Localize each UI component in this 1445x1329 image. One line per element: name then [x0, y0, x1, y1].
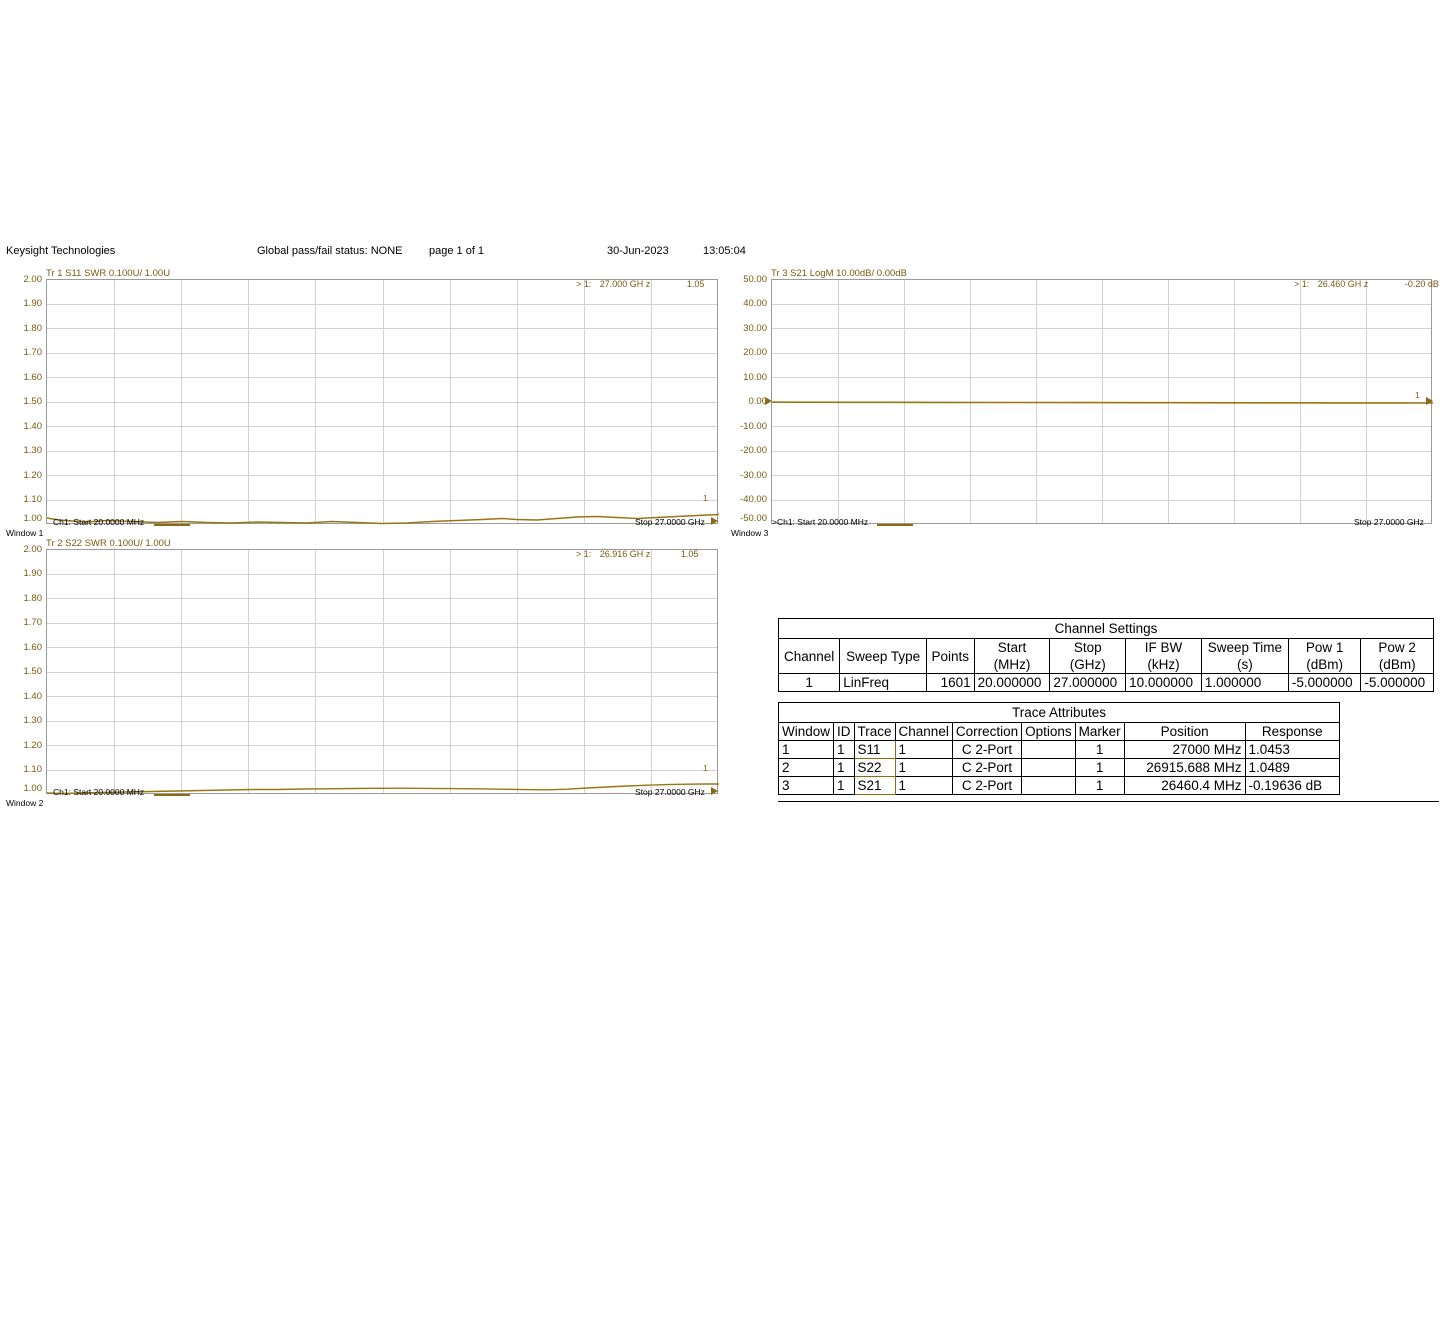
cell-window: 3: [779, 777, 834, 795]
trace-1-curve: [47, 280, 719, 525]
cell-correction: C 2-Port: [952, 759, 1021, 777]
cell-window: 2: [779, 759, 834, 777]
col-position: Position: [1124, 723, 1245, 741]
unit-pow1: (dBm): [1288, 656, 1361, 674]
cell-options: [1022, 741, 1076, 759]
cell-marker: 1: [1075, 741, 1124, 759]
plot-1-marker-arrow-icon: [711, 517, 718, 525]
trace-attributes-caption: Trace Attributes: [778, 702, 1340, 722]
cell-channel: 1: [779, 674, 840, 692]
cell-id: 1: [834, 741, 855, 759]
plot-3-ytick-minus50: -50.00: [740, 513, 767, 524]
plot-3-ytick-50: 50.00: [743, 274, 767, 285]
report-header: [6, 245, 1439, 263]
trace-2-title: Tr 2 S22 SWR 0.100U/ 1.00U: [46, 538, 171, 549]
cell-trace[interactable]: S22: [854, 759, 895, 777]
cell-trace[interactable]: S11: [854, 741, 895, 759]
col-response: Response: [1245, 723, 1339, 741]
plot-2-marker-label: > 1:: [576, 549, 592, 559]
col-marker: Marker: [1075, 723, 1124, 741]
col-points: Points: [926, 639, 974, 674]
plot-3-ytick-40: 40.00: [743, 298, 767, 309]
plot-1-sweep-indicator: [154, 524, 190, 526]
plot-3-marker-number: 1: [1415, 390, 1420, 400]
plot-1-ytick-1.40: 1.40: [23, 421, 42, 432]
cell-window: 1: [779, 741, 834, 759]
unit-stop: (GHz): [1050, 656, 1126, 674]
trace-3-curve: [772, 280, 1433, 525]
plot-2-ytick-1.00: 1.00: [23, 783, 42, 794]
plot-3-marker-readout: [1294, 279, 1439, 289]
plot-2-ytick-1.90: 1.90: [23, 568, 42, 579]
plot-2-ytick-1.80: 1.80: [23, 593, 42, 604]
cell-ifbw: 10.000000: [1126, 674, 1202, 692]
plot-2-marker-value: 1.05: [680, 549, 699, 559]
cell-id: 1: [834, 777, 855, 795]
plot-3-ytick-30: 30.00: [743, 323, 767, 334]
plot-2-ytick-1.10: 1.10: [23, 764, 42, 775]
col-trace: Trace: [854, 723, 895, 741]
plot-3-ytick-minus10: -10.00: [740, 421, 767, 432]
plot-1-marker-frequency: 27.000 GH z: [599, 279, 651, 289]
table-row: [779, 777, 1340, 795]
plot-3-ytick-minus40: -40.00: [740, 494, 767, 505]
table-row: [779, 674, 1434, 692]
plot-1-ytick-2.00: 2.00: [23, 274, 42, 285]
trace-2-curve: [47, 550, 719, 795]
plot-3-marker-arrow-icon: [1426, 397, 1433, 405]
window-2-label: Window 2: [6, 798, 44, 808]
cell-correction: C 2-Port: [952, 777, 1021, 795]
col-correction: Correction: [952, 723, 1021, 741]
window-1-label: Window 1: [6, 528, 44, 538]
plot-3-ytick-0: 0.00: [748, 396, 767, 407]
plot-3-marker-value: -0.20 dB: [1404, 279, 1439, 289]
cell-start: 20.000000: [974, 674, 1050, 692]
plot-1-marker-readout: [576, 279, 704, 289]
plot-2-channel-start: Ch1: Start 20.0000 MHz: [53, 787, 145, 797]
brand-label: Keysight Technologies: [6, 245, 116, 257]
plot-3-channel-start: >Ch1: Start 20.0000 MHz: [772, 517, 869, 527]
plot-3-ytick-minus20: -20.00: [740, 445, 767, 456]
cell-response: 1.0453: [1245, 741, 1339, 759]
table-row: [779, 759, 1340, 777]
plot-2-ytick-1.30: 1.30: [23, 715, 42, 726]
col-channel: Channel: [779, 639, 840, 674]
plot-1-grid: [46, 279, 718, 524]
plot-1-ytick-1.80: 1.80: [23, 323, 42, 334]
trace-attributes-header-row: [779, 723, 1340, 741]
col-channel: Channel: [895, 723, 952, 741]
plot-2-grid: [46, 549, 718, 794]
cell-points: 1601: [926, 674, 974, 692]
cell-channel: 1: [895, 759, 952, 777]
plot-2-sweep-indicator: [154, 794, 190, 796]
cell-pow1: -5.000000: [1288, 674, 1361, 692]
plot-2-ytick-1.70: 1.70: [23, 617, 42, 628]
table-bottom-rule: [778, 801, 1439, 802]
plot-1-ytick-1.90: 1.90: [23, 298, 42, 309]
col-options: Options: [1022, 723, 1076, 741]
plot-1-marker-label: > 1:: [576, 279, 592, 289]
cell-pow2: -5.000000: [1361, 674, 1434, 692]
cell-channel: 1: [895, 741, 952, 759]
window-1-plot: [6, 268, 718, 538]
plot-2-stop-label: Stop 27.0000 GHz: [635, 787, 705, 797]
plot-2-marker-number: 1: [703, 763, 708, 773]
plot-3-sweep-indicator: [877, 524, 913, 526]
plot-3-marker-label: > 1:: [1294, 279, 1310, 289]
cell-id: 1: [834, 759, 855, 777]
plot-2-marker-frequency: 26.916 GH z: [599, 549, 651, 559]
plot-2-ytick-1.20: 1.20: [23, 740, 42, 751]
plot-3-stop-label: Stop 27.0000 GHz: [1354, 517, 1424, 527]
global-pass-fail-status: Global pass/fail status: NONE: [257, 245, 403, 257]
channel-settings-header-row: [779, 639, 1434, 657]
cell-options: [1022, 759, 1076, 777]
plot-1-ytick-1.20: 1.20: [23, 470, 42, 481]
unit-ifbw: (kHz): [1126, 656, 1202, 674]
col-pow1: Pow 1: [1288, 639, 1361, 657]
cell-marker: 1: [1075, 777, 1124, 795]
cell-position: 26915.688 MHz: [1124, 759, 1245, 777]
plot-1-ytick-1.70: 1.70: [23, 347, 42, 358]
report-time: 13:05:04: [703, 245, 746, 257]
cell-channel: 1: [895, 777, 952, 795]
plot-1-ytick-1.10: 1.10: [23, 494, 42, 505]
page-number: page 1 of 1: [429, 245, 485, 257]
plot-1-ytick-1.00: 1.00: [23, 513, 42, 524]
col-window: Window: [779, 723, 834, 741]
cell-sweep-type: LinFreq: [840, 674, 927, 692]
col-pow2: Pow 2: [1361, 639, 1434, 657]
trace-attributes-table: [778, 702, 1340, 795]
channel-settings-caption: Channel Settings: [778, 618, 1434, 638]
plot-1-marker-number: 1: [703, 493, 708, 503]
plot-2-marker-readout: [576, 549, 698, 559]
plot-1-stop-label: Stop 27.0000 GHz: [635, 517, 705, 527]
plot-1-marker-value: 1.05: [686, 279, 705, 289]
plot-1-ytick-1.30: 1.30: [23, 445, 42, 456]
plot-2-ytick-2.00: 2.00: [23, 544, 42, 555]
plot-2-marker-arrow-icon: [711, 787, 718, 795]
cell-stop: 27.000000: [1050, 674, 1126, 692]
plot-2-ytick-1.60: 1.60: [23, 642, 42, 653]
col-start: Start: [974, 639, 1050, 657]
cell-trace[interactable]: S21: [854, 777, 895, 795]
plot-3-ytick-10: 10.00: [743, 372, 767, 383]
plot-3-ytick-20: 20.00: [743, 347, 767, 358]
col-sweep-type: Sweep Type: [840, 639, 927, 674]
trace-1-title: Tr 1 S11 SWR 0.100U/ 1.00U: [46, 268, 171, 279]
cell-response: -0.19636 dB: [1245, 777, 1339, 795]
plot-3-marker-frequency: 26.460 GH z: [1317, 279, 1369, 289]
col-sweep-time: Sweep Time: [1201, 639, 1288, 657]
plot-2-ytick-1.50: 1.50: [23, 666, 42, 677]
cell-position: 26460.4 MHz: [1124, 777, 1245, 795]
plot-3-ytick-minus30: -30.00: [740, 470, 767, 481]
cell-correction: C 2-Port: [952, 741, 1021, 759]
plot-2-ytick-1.40: 1.40: [23, 691, 42, 702]
plot-1-channel-start: Ch1: Start 20.0000 MHz: [53, 517, 145, 527]
plot-1-ytick-1.50: 1.50: [23, 396, 42, 407]
plot-1-ytick-1.60: 1.60: [23, 372, 42, 383]
unit-start: (MHz): [974, 656, 1050, 674]
cell-options: [1022, 777, 1076, 795]
unit-sweep-time: (s): [1201, 656, 1288, 674]
cell-marker: 1: [1075, 759, 1124, 777]
unit-pow2: (dBm): [1361, 656, 1434, 674]
window-2-plot: [6, 538, 718, 808]
window-3-plot: [731, 268, 1439, 538]
report-date: 30-Jun-2023: [607, 245, 669, 257]
cell-position: 27000 MHz: [1124, 741, 1245, 759]
col-id: ID: [834, 723, 855, 741]
window-3-label: Window 3: [731, 528, 769, 538]
plot-3-grid: [771, 279, 1432, 524]
trace-3-title: Tr 3 S21 LogM 10.00dB/ 0.00dB: [771, 268, 907, 279]
col-stop: Stop: [1050, 639, 1126, 657]
table-row: [779, 741, 1340, 759]
col-ifbw: IF BW: [1126, 639, 1202, 657]
channel-settings-table: [778, 618, 1434, 692]
cell-response: 1.0489: [1245, 759, 1339, 777]
cell-sweep-time: 1.000000: [1201, 674, 1288, 692]
